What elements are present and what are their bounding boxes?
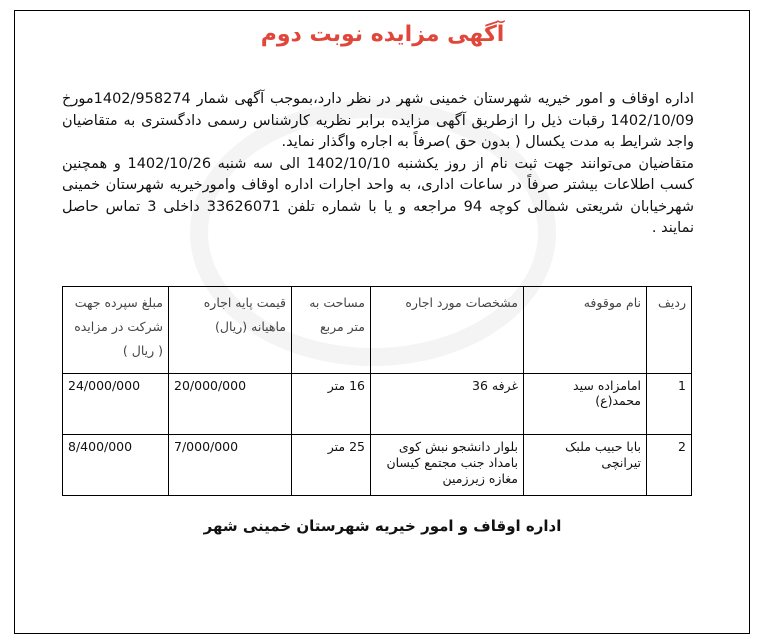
- cell-deposit: 8/400/000: [63, 435, 169, 496]
- header-lease-details: مشخصات مورد اجاره: [371, 287, 524, 374]
- cell-endowment-name: بابا حبیب ملبک تیرانچی: [524, 435, 647, 496]
- cell-endowment-name: امامزاده سید محمد(ع): [524, 374, 647, 435]
- table-row: [63, 435, 692, 496]
- header-deposit: مبلغ سپرده جهت شرکت در مزایده ( ریال ): [63, 287, 169, 374]
- notice-title: آگهی مزایده نوبت دوم: [260, 22, 505, 47]
- header-base-price: قیمت پایه اجاره ماهیانه (ریال): [169, 287, 292, 374]
- auction-table: [62, 286, 692, 496]
- cell-area: 25 متر: [292, 435, 371, 496]
- cell-base-price: 20/000/000: [169, 374, 292, 435]
- notice-paragraph-1: اداره اوقاف و امور خیریه شهرستان خمینی شهر در نظر دارد،بموجب آگهی شمار 1402/958274مورخ 1402/10/09 رقبات ذیل را ازطریق آگهی مزایده برابر نظریه کارشناس رسمی دادگستری به متقاضیان واجد شرایط به مدت یکسال ( بدون حق )صرفاً به اجاره واگذار نماید.: [62, 91, 694, 150]
- cell-base-price: 7/000/000: [169, 435, 292, 496]
- cell-area: 16 متر: [292, 374, 371, 435]
- cell-lease-details: بلوار دانشجو نبش کوی بامداد جنب مجتمع کیسان مغازه زیرزمین: [371, 435, 524, 496]
- cell-deposit: 24/000/000: [63, 374, 169, 435]
- cell-lease-details: غرفه 36: [371, 374, 524, 435]
- header-area: مساحت به متر مربع: [292, 287, 371, 374]
- header-endowment-name: نام موقوفه: [524, 287, 647, 374]
- notice-body: [62, 89, 694, 240]
- cell-row-number: 1: [647, 374, 692, 435]
- table-row: [63, 374, 692, 435]
- cell-row-number: 2: [647, 435, 692, 496]
- issuer-signature: اداره اوقاف و امور خیریه شهرستان خمینی شهر: [203, 517, 562, 535]
- table-header-row: [63, 287, 692, 374]
- notice-paragraph-2: متقاضیان می‌توانند جهت ثبت نام از روز یکشنبه 1402/10/10 الی سه شنبه 1402/10/26 و همچنین کسب اطلاعات بیشتر صرفاً در ساعات اداری، به واحد اجارات اداره اوقاف وامورخیریه شهرستان خمینی شهرخیابان شریعتی شمالی کوچه 94 مراجعه و یا با شماره تلفن 33626071 داخلی 3 تماس حاصل نمایند .: [62, 155, 694, 236]
- header-row-number: ردیف: [647, 287, 692, 374]
